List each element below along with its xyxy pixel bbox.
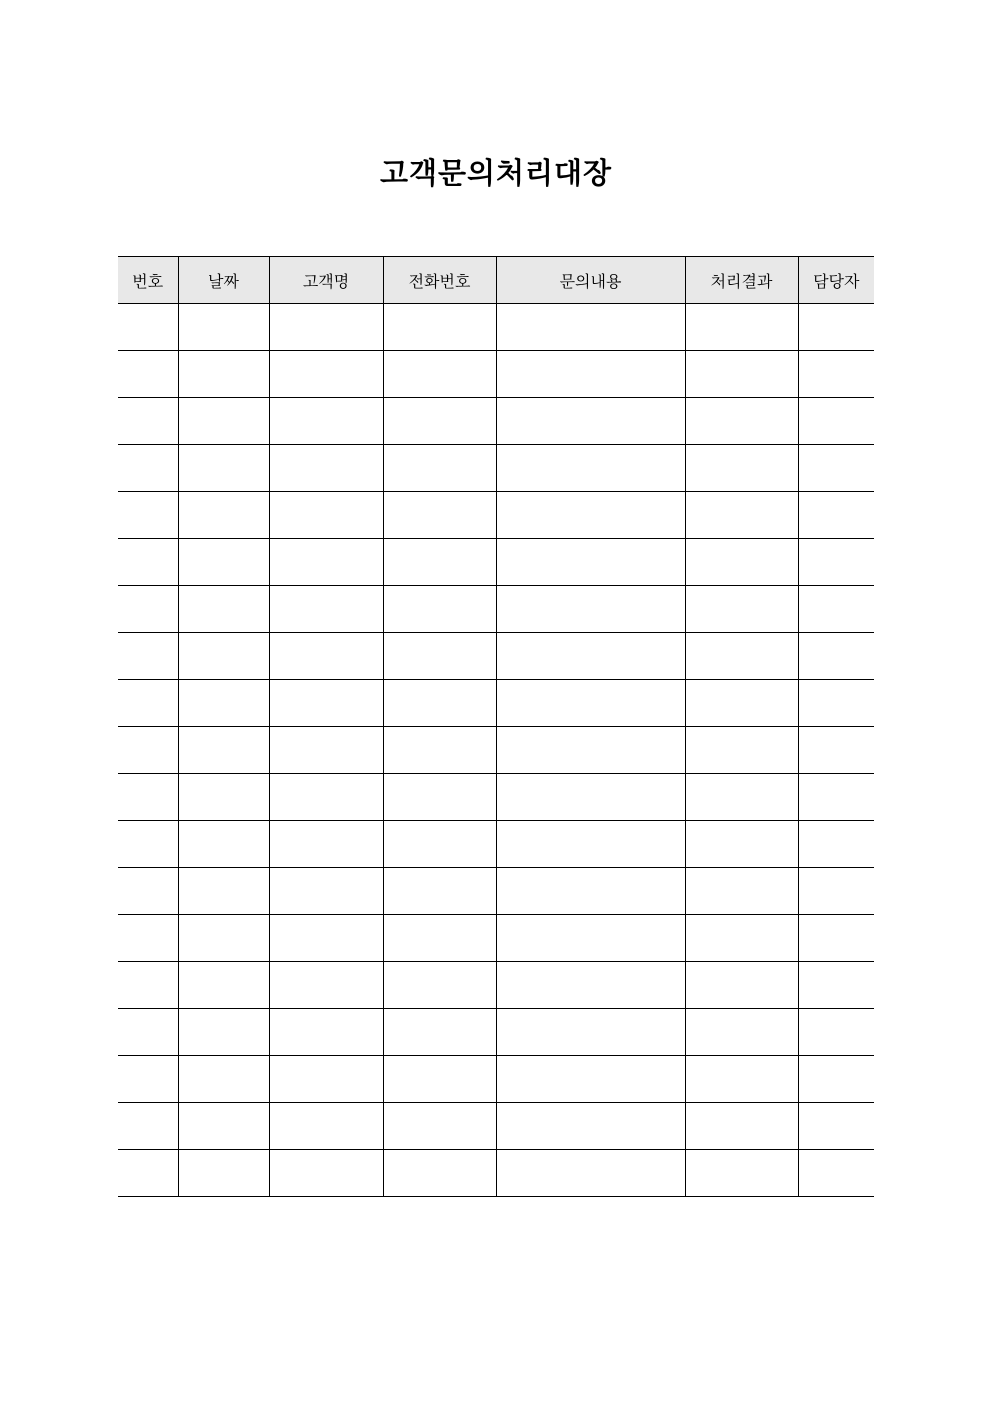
table-row xyxy=(118,1103,874,1150)
table-cell-phone[interactable] xyxy=(383,633,496,680)
table-cell-phone[interactable] xyxy=(383,915,496,962)
table-cell-result[interactable] xyxy=(685,633,798,680)
table-cell-customer[interactable] xyxy=(269,1009,383,1056)
table-cell-inquiry[interactable] xyxy=(496,868,685,915)
table-cell-inquiry[interactable] xyxy=(496,727,685,774)
table-cell-inquiry[interactable] xyxy=(496,492,685,539)
table-cell-result[interactable] xyxy=(685,351,798,398)
table-header-row xyxy=(118,257,874,304)
table-row xyxy=(118,586,874,633)
table-cell-inquiry[interactable] xyxy=(496,915,685,962)
column-header-result: 처리결과 xyxy=(685,257,798,304)
table-cell-no[interactable] xyxy=(118,398,178,445)
table-cell-no[interactable] xyxy=(118,821,178,868)
table-cell-no[interactable] xyxy=(118,774,178,821)
table-cell-date[interactable] xyxy=(178,1103,269,1150)
table-cell-result[interactable] xyxy=(685,539,798,586)
table-cell-date[interactable] xyxy=(178,445,269,492)
page-title: 고객문의처리대장 xyxy=(379,156,613,191)
table-cell-inquiry[interactable] xyxy=(496,821,685,868)
table-cell-result[interactable] xyxy=(685,445,798,492)
table-row xyxy=(118,304,874,351)
table-row xyxy=(118,680,874,727)
table-cell-date[interactable] xyxy=(178,492,269,539)
table-cell-phone[interactable] xyxy=(383,1009,496,1056)
table-row xyxy=(118,962,874,1009)
column-header-no: 번호 xyxy=(118,257,178,304)
table-cell-date[interactable] xyxy=(178,398,269,445)
table-cell-no[interactable] xyxy=(118,539,178,586)
table-cell-result[interactable] xyxy=(685,1009,798,1056)
table-cell-customer[interactable] xyxy=(269,304,383,351)
table-cell-result[interactable] xyxy=(685,1150,798,1197)
table-cell-result[interactable] xyxy=(685,774,798,821)
table-cell-manager[interactable] xyxy=(798,304,874,351)
table-cell-inquiry[interactable] xyxy=(496,633,685,680)
table-cell-date[interactable] xyxy=(178,962,269,1009)
table-cell-inquiry[interactable] xyxy=(496,1009,685,1056)
table-cell-no[interactable] xyxy=(118,680,178,727)
table-cell-inquiry[interactable] xyxy=(496,539,685,586)
table-row xyxy=(118,727,874,774)
table-cell-date[interactable] xyxy=(178,868,269,915)
table-cell-date[interactable] xyxy=(178,680,269,727)
table-row xyxy=(118,915,874,962)
table-cell-inquiry[interactable] xyxy=(496,1056,685,1103)
table-cell-no[interactable] xyxy=(118,868,178,915)
inquiry-ledger-table xyxy=(118,256,874,1197)
table-cell-no[interactable] xyxy=(118,1056,178,1103)
table-row xyxy=(118,1150,874,1197)
table-cell-phone[interactable] xyxy=(383,962,496,1009)
table-cell-inquiry[interactable] xyxy=(496,351,685,398)
table-cell-date[interactable] xyxy=(178,304,269,351)
table-cell-phone[interactable] xyxy=(383,680,496,727)
table-row xyxy=(118,398,874,445)
table-cell-customer[interactable] xyxy=(269,492,383,539)
table-cell-customer[interactable] xyxy=(269,398,383,445)
table-cell-result[interactable] xyxy=(685,492,798,539)
table-cell-phone[interactable] xyxy=(383,445,496,492)
table-cell-manager[interactable] xyxy=(798,445,874,492)
table-cell-customer[interactable] xyxy=(269,774,383,821)
table-cell-phone[interactable] xyxy=(383,1056,496,1103)
table-cell-result[interactable] xyxy=(685,1056,798,1103)
table-cell-customer[interactable] xyxy=(269,727,383,774)
table-row xyxy=(118,774,874,821)
table-cell-manager[interactable] xyxy=(798,915,874,962)
table-cell-date[interactable] xyxy=(178,727,269,774)
table-cell-no[interactable] xyxy=(118,492,178,539)
table-cell-manager[interactable] xyxy=(798,633,874,680)
table-cell-customer[interactable] xyxy=(269,351,383,398)
table-cell-date[interactable] xyxy=(178,1150,269,1197)
table-cell-result[interactable] xyxy=(685,586,798,633)
table-cell-customer[interactable] xyxy=(269,633,383,680)
column-header-customer: 고객명 xyxy=(269,257,383,304)
table-cell-manager[interactable] xyxy=(798,539,874,586)
table-cell-date[interactable] xyxy=(178,351,269,398)
table-cell-inquiry[interactable] xyxy=(496,445,685,492)
table-cell-phone[interactable] xyxy=(383,727,496,774)
table-cell-phone[interactable] xyxy=(383,868,496,915)
table-cell-date[interactable] xyxy=(178,539,269,586)
table-cell-phone[interactable] xyxy=(383,821,496,868)
table-cell-customer[interactable] xyxy=(269,868,383,915)
table-row xyxy=(118,868,874,915)
table-cell-date[interactable] xyxy=(178,1056,269,1103)
table-cell-result[interactable] xyxy=(685,727,798,774)
table-cell-no[interactable] xyxy=(118,1009,178,1056)
table-cell-phone[interactable] xyxy=(383,351,496,398)
table-cell-date[interactable] xyxy=(178,821,269,868)
table-row xyxy=(118,351,874,398)
table-cell-manager[interactable] xyxy=(798,398,874,445)
table-cell-manager[interactable] xyxy=(798,680,874,727)
table-cell-inquiry[interactable] xyxy=(496,1103,685,1150)
table-cell-no[interactable] xyxy=(118,445,178,492)
table-cell-customer[interactable] xyxy=(269,1150,383,1197)
table-cell-manager[interactable] xyxy=(798,351,874,398)
table-cell-result[interactable] xyxy=(685,398,798,445)
table-row xyxy=(118,445,874,492)
table-cell-manager[interactable] xyxy=(798,774,874,821)
table-cell-inquiry[interactable] xyxy=(496,1150,685,1197)
table-cell-date[interactable] xyxy=(178,1009,269,1056)
table-cell-manager[interactable] xyxy=(798,868,874,915)
table-cell-no[interactable] xyxy=(118,727,178,774)
table-cell-phone[interactable] xyxy=(383,304,496,351)
table-cell-result[interactable] xyxy=(685,1103,798,1150)
table-cell-customer[interactable] xyxy=(269,1103,383,1150)
column-header-date: 날짜 xyxy=(178,257,269,304)
table-body xyxy=(118,304,874,1197)
table-cell-customer[interactable] xyxy=(269,1056,383,1103)
table-cell-inquiry[interactable] xyxy=(496,680,685,727)
table-row xyxy=(118,821,874,868)
table-cell-no[interactable] xyxy=(118,1103,178,1150)
table-cell-manager[interactable] xyxy=(798,962,874,1009)
table-cell-inquiry[interactable] xyxy=(496,304,685,351)
table-row xyxy=(118,539,874,586)
table-cell-manager[interactable] xyxy=(798,492,874,539)
table-cell-no[interactable] xyxy=(118,351,178,398)
table-row xyxy=(118,492,874,539)
table-cell-phone[interactable] xyxy=(383,1103,496,1150)
table-cell-no[interactable] xyxy=(118,915,178,962)
table-cell-no[interactable] xyxy=(118,1150,178,1197)
table-cell-manager[interactable] xyxy=(798,1009,874,1056)
table-cell-date[interactable] xyxy=(178,774,269,821)
table-cell-result[interactable] xyxy=(685,821,798,868)
table-cell-manager[interactable] xyxy=(798,727,874,774)
table-cell-date[interactable] xyxy=(178,586,269,633)
table-cell-result[interactable] xyxy=(685,915,798,962)
table-cell-result[interactable] xyxy=(685,868,798,915)
table-cell-date[interactable] xyxy=(178,633,269,680)
table-cell-result[interactable] xyxy=(685,680,798,727)
table-cell-no[interactable] xyxy=(118,586,178,633)
table-cell-customer[interactable] xyxy=(269,915,383,962)
table-cell-inquiry[interactable] xyxy=(496,962,685,1009)
table-row xyxy=(118,1056,874,1103)
table-cell-manager[interactable] xyxy=(798,1056,874,1103)
table-cell-no[interactable] xyxy=(118,962,178,1009)
table-cell-customer[interactable] xyxy=(269,680,383,727)
table-cell-phone[interactable] xyxy=(383,1150,496,1197)
table-cell-manager[interactable] xyxy=(798,1150,874,1197)
column-header-manager: 담당자 xyxy=(798,257,874,304)
table-cell-phone[interactable] xyxy=(383,492,496,539)
table-cell-date[interactable] xyxy=(178,915,269,962)
column-header-phone: 전화번호 xyxy=(383,257,496,304)
table-cell-no[interactable] xyxy=(118,633,178,680)
table-cell-customer[interactable] xyxy=(269,445,383,492)
table-cell-phone[interactable] xyxy=(383,586,496,633)
column-header-inquiry: 문의내용 xyxy=(496,257,685,304)
table-row xyxy=(118,1009,874,1056)
table-cell-manager[interactable] xyxy=(798,586,874,633)
table-cell-inquiry[interactable] xyxy=(496,774,685,821)
table-cell-phone[interactable] xyxy=(383,539,496,586)
table-cell-no[interactable] xyxy=(118,304,178,351)
table-cell-inquiry[interactable] xyxy=(496,398,685,445)
table-cell-customer[interactable] xyxy=(269,962,383,1009)
table-cell-manager[interactable] xyxy=(798,1103,874,1150)
table-cell-result[interactable] xyxy=(685,304,798,351)
table-cell-customer[interactable] xyxy=(269,586,383,633)
table-cell-result[interactable] xyxy=(685,962,798,1009)
table-row xyxy=(118,633,874,680)
table-cell-inquiry[interactable] xyxy=(496,586,685,633)
table-cell-phone[interactable] xyxy=(383,398,496,445)
table-cell-customer[interactable] xyxy=(269,539,383,586)
table-cell-manager[interactable] xyxy=(798,821,874,868)
table-cell-customer[interactable] xyxy=(269,821,383,868)
table-cell-phone[interactable] xyxy=(383,774,496,821)
